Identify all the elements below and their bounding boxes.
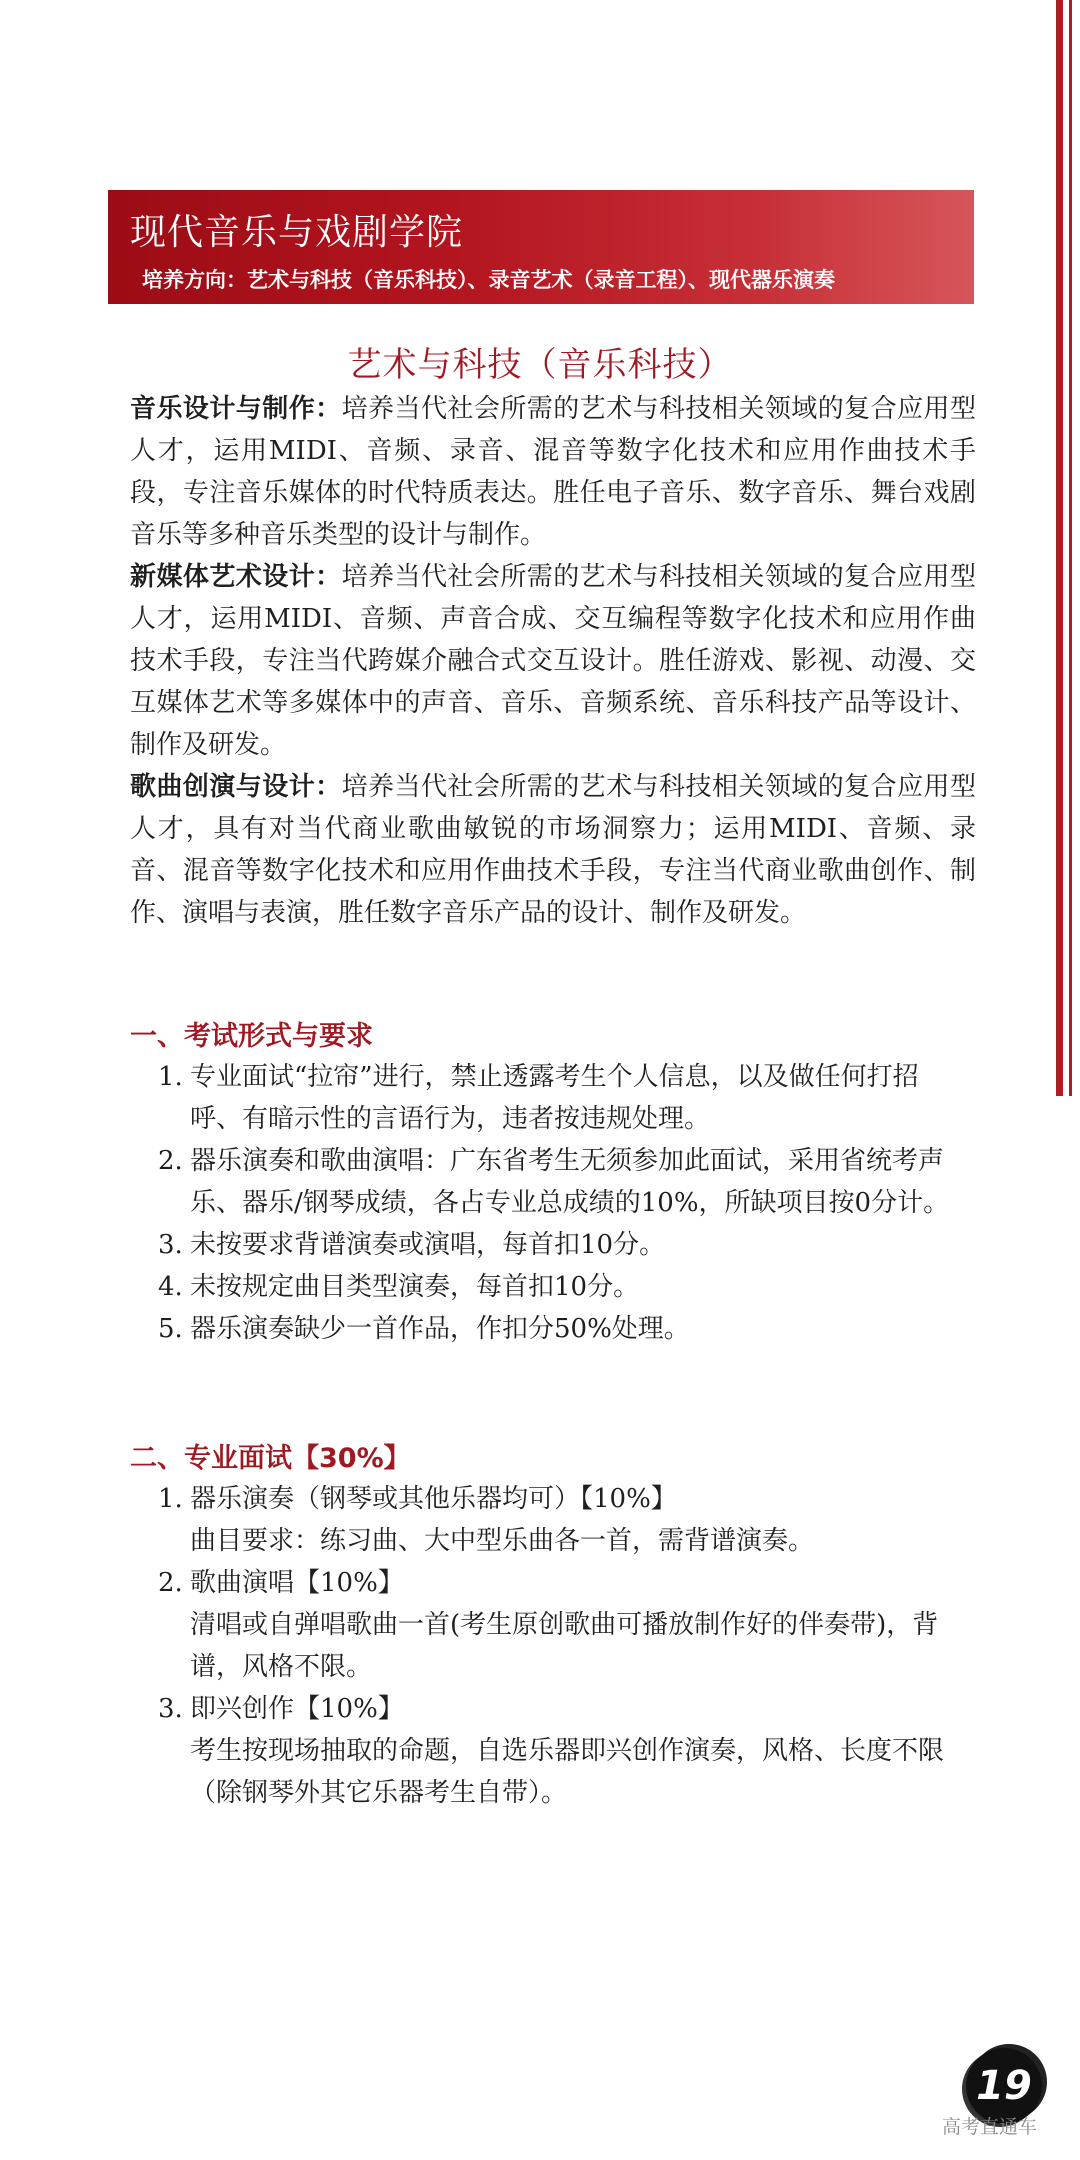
college-header-banner: [108, 190, 974, 304]
college-title: 现代音乐与戏剧学院: [130, 212, 464, 253]
right-accent-bar: [1056, 0, 1063, 1096]
item-text: 未按规定曲目类型演奏，每首扣10分。: [190, 1272, 640, 1302]
list-item: [158, 1266, 964, 1308]
paragraph-lead: 歌曲创演与设计：: [130, 772, 342, 802]
item-title: 即兴创作【10%】: [190, 1694, 404, 1724]
paragraph-text: 培养当代社会所需的艺术与科技相关领域的复合应用型人才，运用MIDI、音频、录音、混音等数字化技术和应用作曲技术手段，专注音乐媒体的时代特质表达。胜任电子音乐、数字音乐、舞台戏剧音乐等多种音乐类型的设计与制作。: [130, 394, 976, 550]
item-detail: 考生按现场抽取的命题，自选乐器即兴创作演奏，风格、长度不限（除钢琴外其它乐器考生自带）。: [190, 1736, 945, 1808]
item-text: 未按要求背谱演奏或演唱，每首扣10分。: [190, 1230, 666, 1260]
item-number: 4.: [158, 1272, 183, 1302]
training-directions: 培养方向：艺术与科技（音乐科技）、录音艺术（录音工程）、现代器乐演奏: [142, 268, 835, 292]
item-number: 3.: [158, 1230, 183, 1260]
page-number-badge: 19: [966, 2048, 1042, 2124]
list-item: [158, 1056, 964, 1140]
list-item: [158, 1688, 964, 1730]
item-text: 专业面试“拉帘”进行，禁止透露考生个人信息，以及做任何打招呼、有暗示性的言语行为，违者按违规处理。: [190, 1062, 919, 1134]
list-item: [158, 1140, 964, 1224]
interview-heading: 二、专业面试【30%】: [130, 1443, 411, 1474]
item-text: 器乐演奏缺少一首作品，作扣分50%处理。: [190, 1314, 690, 1344]
watermark-text: 高考直通车: [942, 2116, 1038, 2138]
description-paragraph: [130, 766, 976, 934]
paragraph-lead: 音乐设计与制作：: [130, 394, 342, 424]
interview-list: [158, 1478, 964, 1814]
major-description: [130, 388, 976, 934]
description-paragraph: [130, 388, 976, 556]
paragraph-text: 培养当代社会所需的艺术与科技相关领域的复合应用型人才，具有对当代商业歌曲敏锐的市场洞察力；运用MIDI、音频、录音、混音等数字化技术和应用作曲技术手段，专注当代商业歌曲创作、制作、演唱与表演，胜任数字音乐产品的设计、制作及研发。: [130, 772, 976, 928]
list-item: [158, 1308, 964, 1350]
item-title: 歌曲演唱【10%】: [190, 1568, 404, 1598]
item-number: 3.: [158, 1694, 183, 1724]
paragraph-text: 培养当代社会所需的艺术与科技相关领域的复合应用型人才，运用MIDI、音频、声音合成、交互编程等数字化技术和应用作曲技术手段，专注当代跨媒介融合式交互设计。胜任游戏、影视、动漫、交互媒体艺术等多媒体中的声音、音乐、音频系统、音乐科技产品等设计、制作及研发。: [130, 562, 976, 760]
item-number: 2.: [158, 1146, 183, 1176]
list-item: [158, 1562, 964, 1604]
item-text: 器乐演奏和歌曲演唱：广东省考生无须参加此面试，采用省统考声乐、器乐/钢琴成绩，各占专业总成绩的10%，所缺项目按0分计。: [190, 1146, 950, 1218]
list-item: [158, 1478, 964, 1520]
item-detail: 曲目要求：练习曲、大中型乐曲各一首，需背谱演奏。: [190, 1526, 815, 1556]
item-number: 1.: [158, 1062, 183, 1092]
item-title: 器乐演奏（钢琴或其他乐器均可）【10%】: [190, 1484, 677, 1514]
item-number: 5.: [158, 1314, 183, 1344]
item-number: 1.: [158, 1484, 183, 1514]
right-accent-bar-thin: [1069, 0, 1072, 1096]
list-item: [158, 1224, 964, 1266]
item-detail: 清唱或自弹唱歌曲一首(考生原创歌曲可播放制作好的伴奏带)，背谱，风格不限。: [190, 1610, 939, 1682]
major-title: 艺术与科技（音乐科技）: [347, 345, 733, 385]
exam-format-heading: 一、考试形式与要求: [130, 1021, 373, 1052]
exam-requirements-list: [158, 1056, 964, 1350]
paragraph-lead: 新媒体艺术设计：: [130, 562, 342, 592]
item-number: 2.: [158, 1568, 183, 1598]
description-paragraph: [130, 556, 976, 766]
